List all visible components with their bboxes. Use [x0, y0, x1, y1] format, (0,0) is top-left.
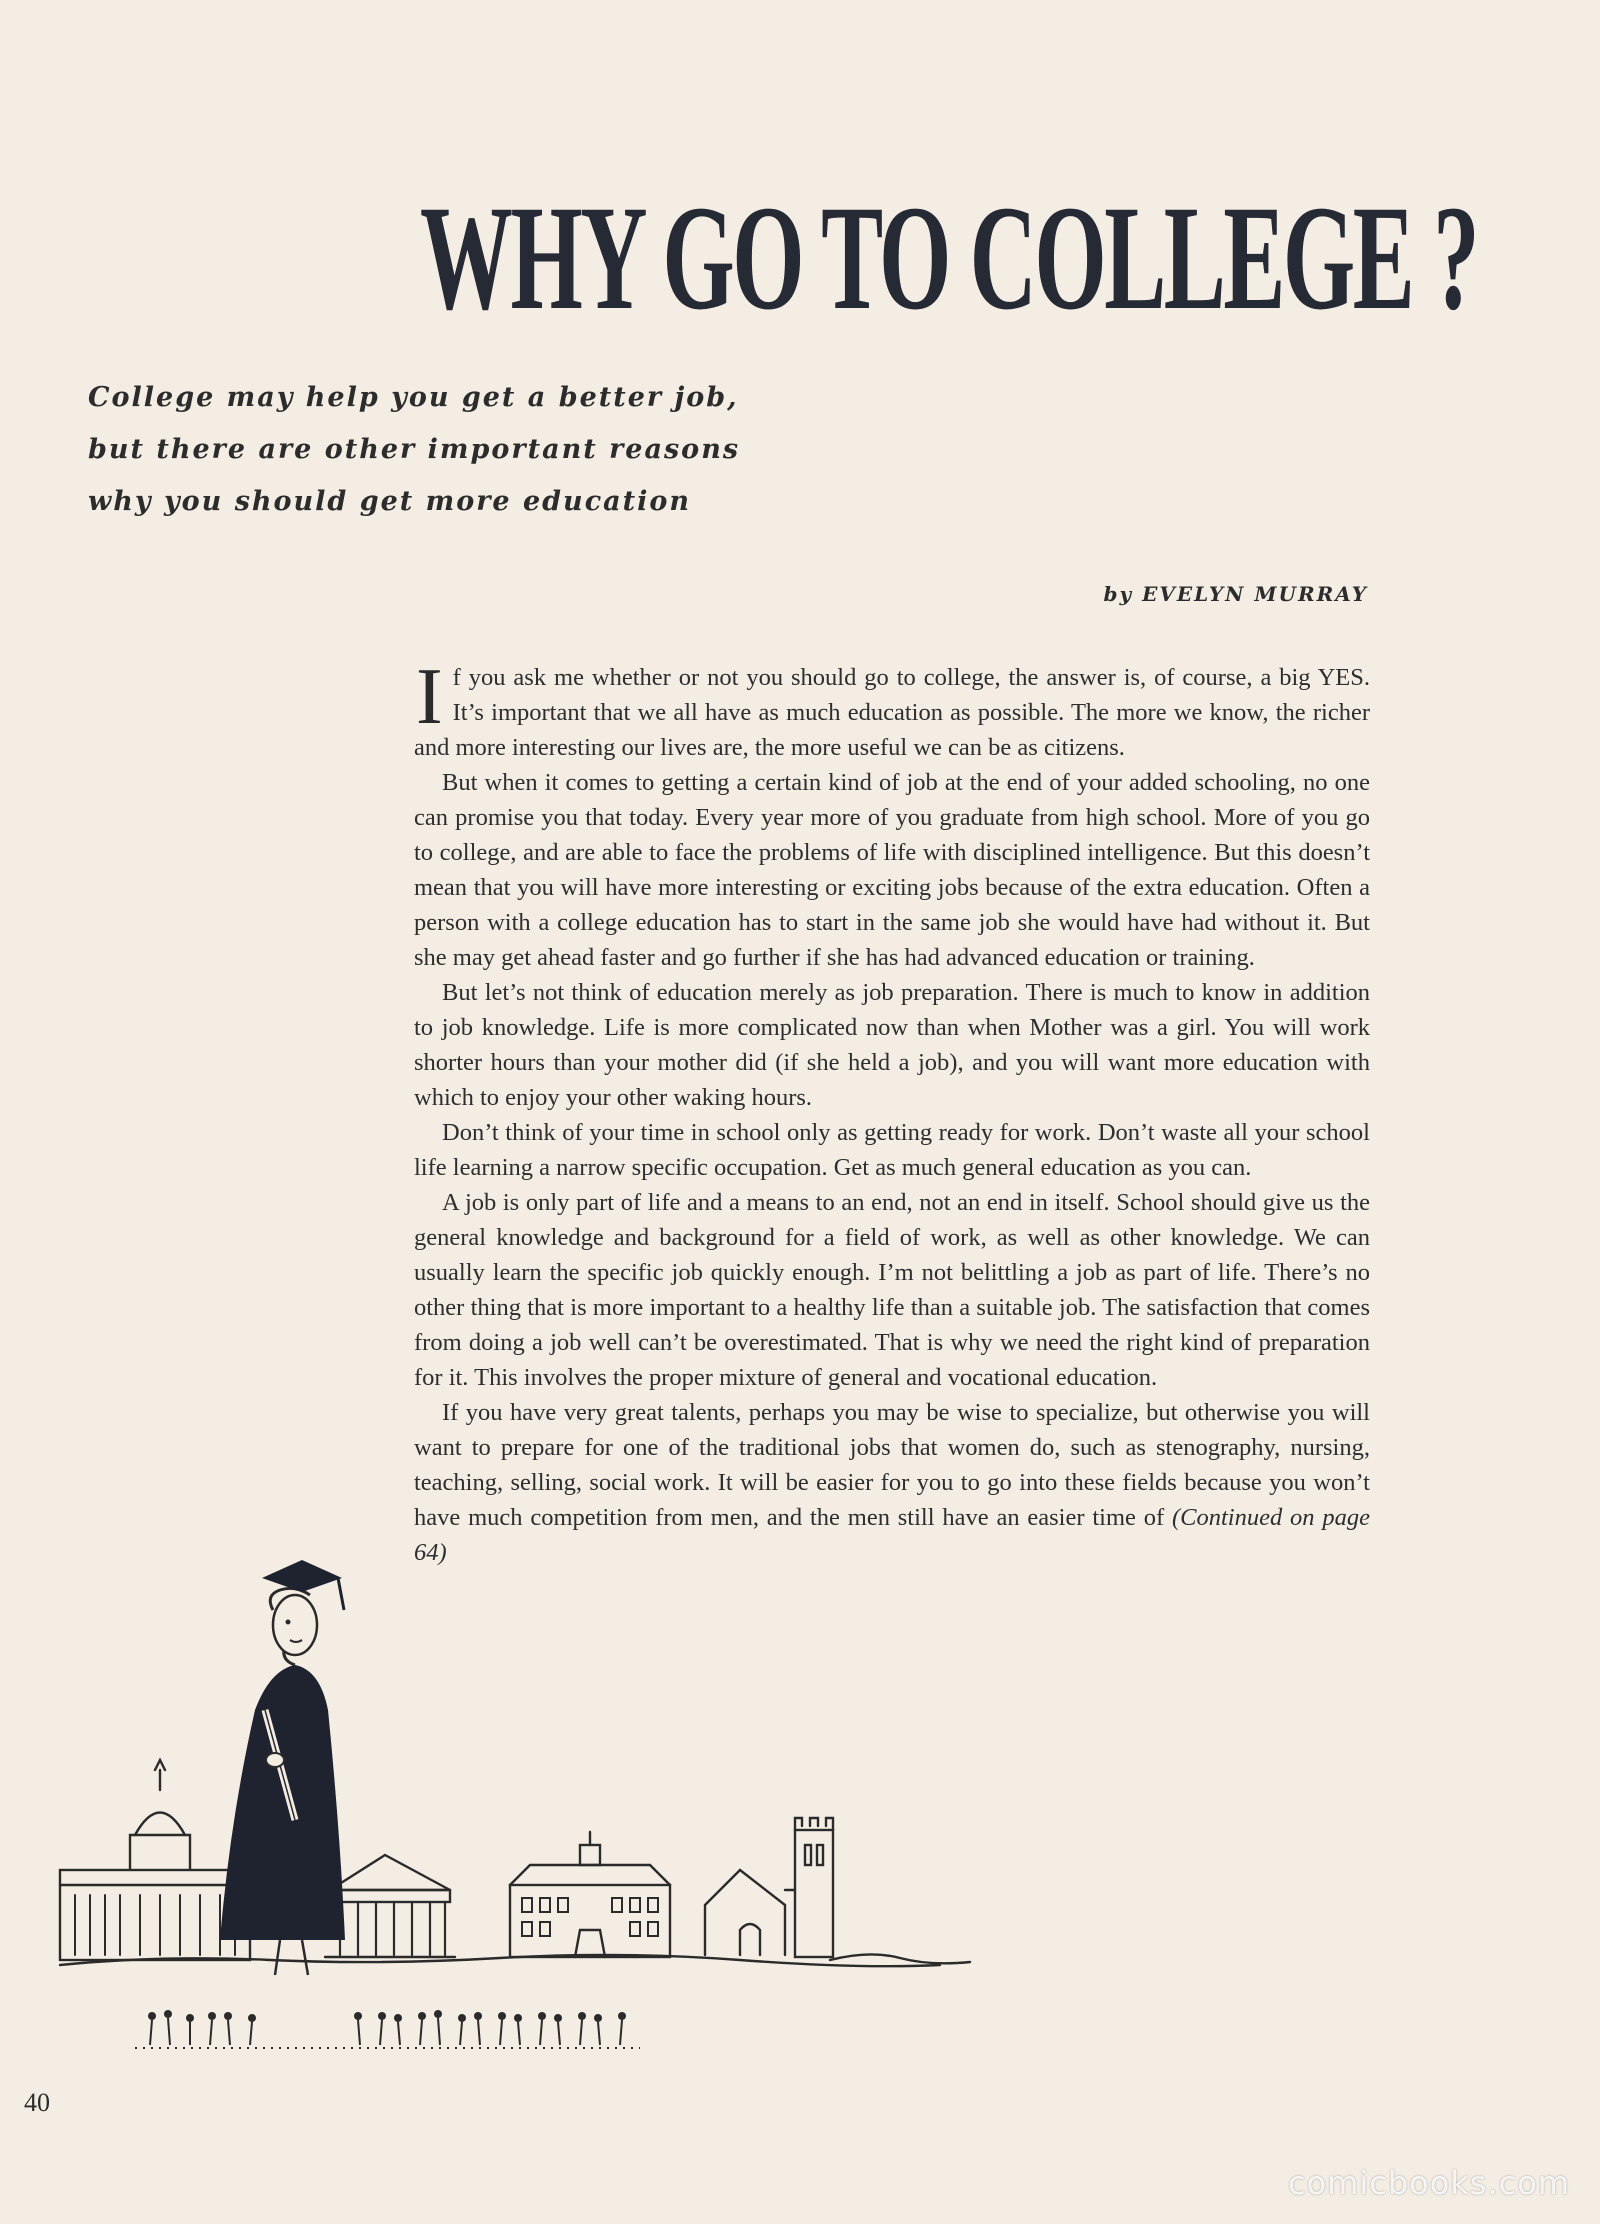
article-body	[414, 653, 1370, 1570]
subtitle-line: why you should get more education	[88, 486, 691, 517]
church-building-icon	[705, 1818, 833, 1957]
byline: by EVELYN MURRAY	[1103, 582, 1368, 606]
paragraph: But when it comes to getting a certain kind of job at the end of your added schooling, no one can promise you that today. Every year more of you graduate from high school. More of you go to college, and are able to face the problems of life with disciplined intelligence. But this doesn’t mean that you will have more interesting or exciting jobs because of the extra education. Often a person with a college education has to start in the same job she would have had without it. But she may get ahead faster and go further if she has had advanced education or training.	[414, 769, 1370, 971]
graduate-campus-illustration	[40, 1460, 980, 2080]
watermark: comicbooks.com	[1287, 2164, 1570, 2202]
subtitle-line: but there are other important reasons	[88, 434, 741, 465]
article-title: WHY GO TO COLLEGE ?	[420, 175, 1478, 341]
paragraph-text: f you ask me whether or not you should go to college, the answer is, of course, a big YES. It’s important that we all have as much education as possible. The more we know, the richer and more interesting our lives are, the more useful we can be as citizens.	[414, 664, 1370, 761]
continued-note: (Continued on page 64)	[414, 1504, 1370, 1566]
paragraph: A job is only part of life and a means to an end, not an end in itself. School should give us the general knowledge and background for a field of work, as well as other knowledge. We can usually learn the specific job quickly enough. I’m not belittling a job as part of life. There’s no other thing that is more important to a healthy life than a suitable job. The satisfaction that comes from doing a job well can’t be overestimated. That is why we need the right kind of preparation for it. This involves the proper mixture of general and vocational education.	[414, 1189, 1370, 1391]
graduate-woman-icon	[220, 1560, 345, 1975]
paragraph: But let’s not think of education merely as job preparation. There is much to know in addition to job knowledge. Life is more complicated now than when Mother was a girl. You will work shorter hours than your mother did (if she held a job), and you will want more education with which to enjoy your other waking hours.	[414, 979, 1370, 1111]
paragraph	[414, 653, 1370, 765]
subtitle-line: College may help you get a better job,	[88, 382, 739, 413]
paragraph: Don’t think of your time in school only as getting ready for work. Don’t waste all your school life learning a narrow specific occupation. Get as much general education as you can.	[414, 1119, 1370, 1181]
page-number: 40	[24, 2088, 50, 2117]
paragraph-text: If you have very great talents, perhaps you may be wise to specialize, but otherwise you will want to prepare for one of the traditional jobs that women do, such as stenography, nursing, teaching, selling, social work. It will be easier for you to go into these fields because you won’t have much competition from men, and the men still have an easier time of	[414, 1399, 1370, 1531]
hall-building-icon	[510, 1832, 670, 1957]
article-subtitle	[88, 372, 808, 528]
temple-building-icon	[325, 1855, 455, 1957]
drop-cap: I	[416, 653, 443, 741]
